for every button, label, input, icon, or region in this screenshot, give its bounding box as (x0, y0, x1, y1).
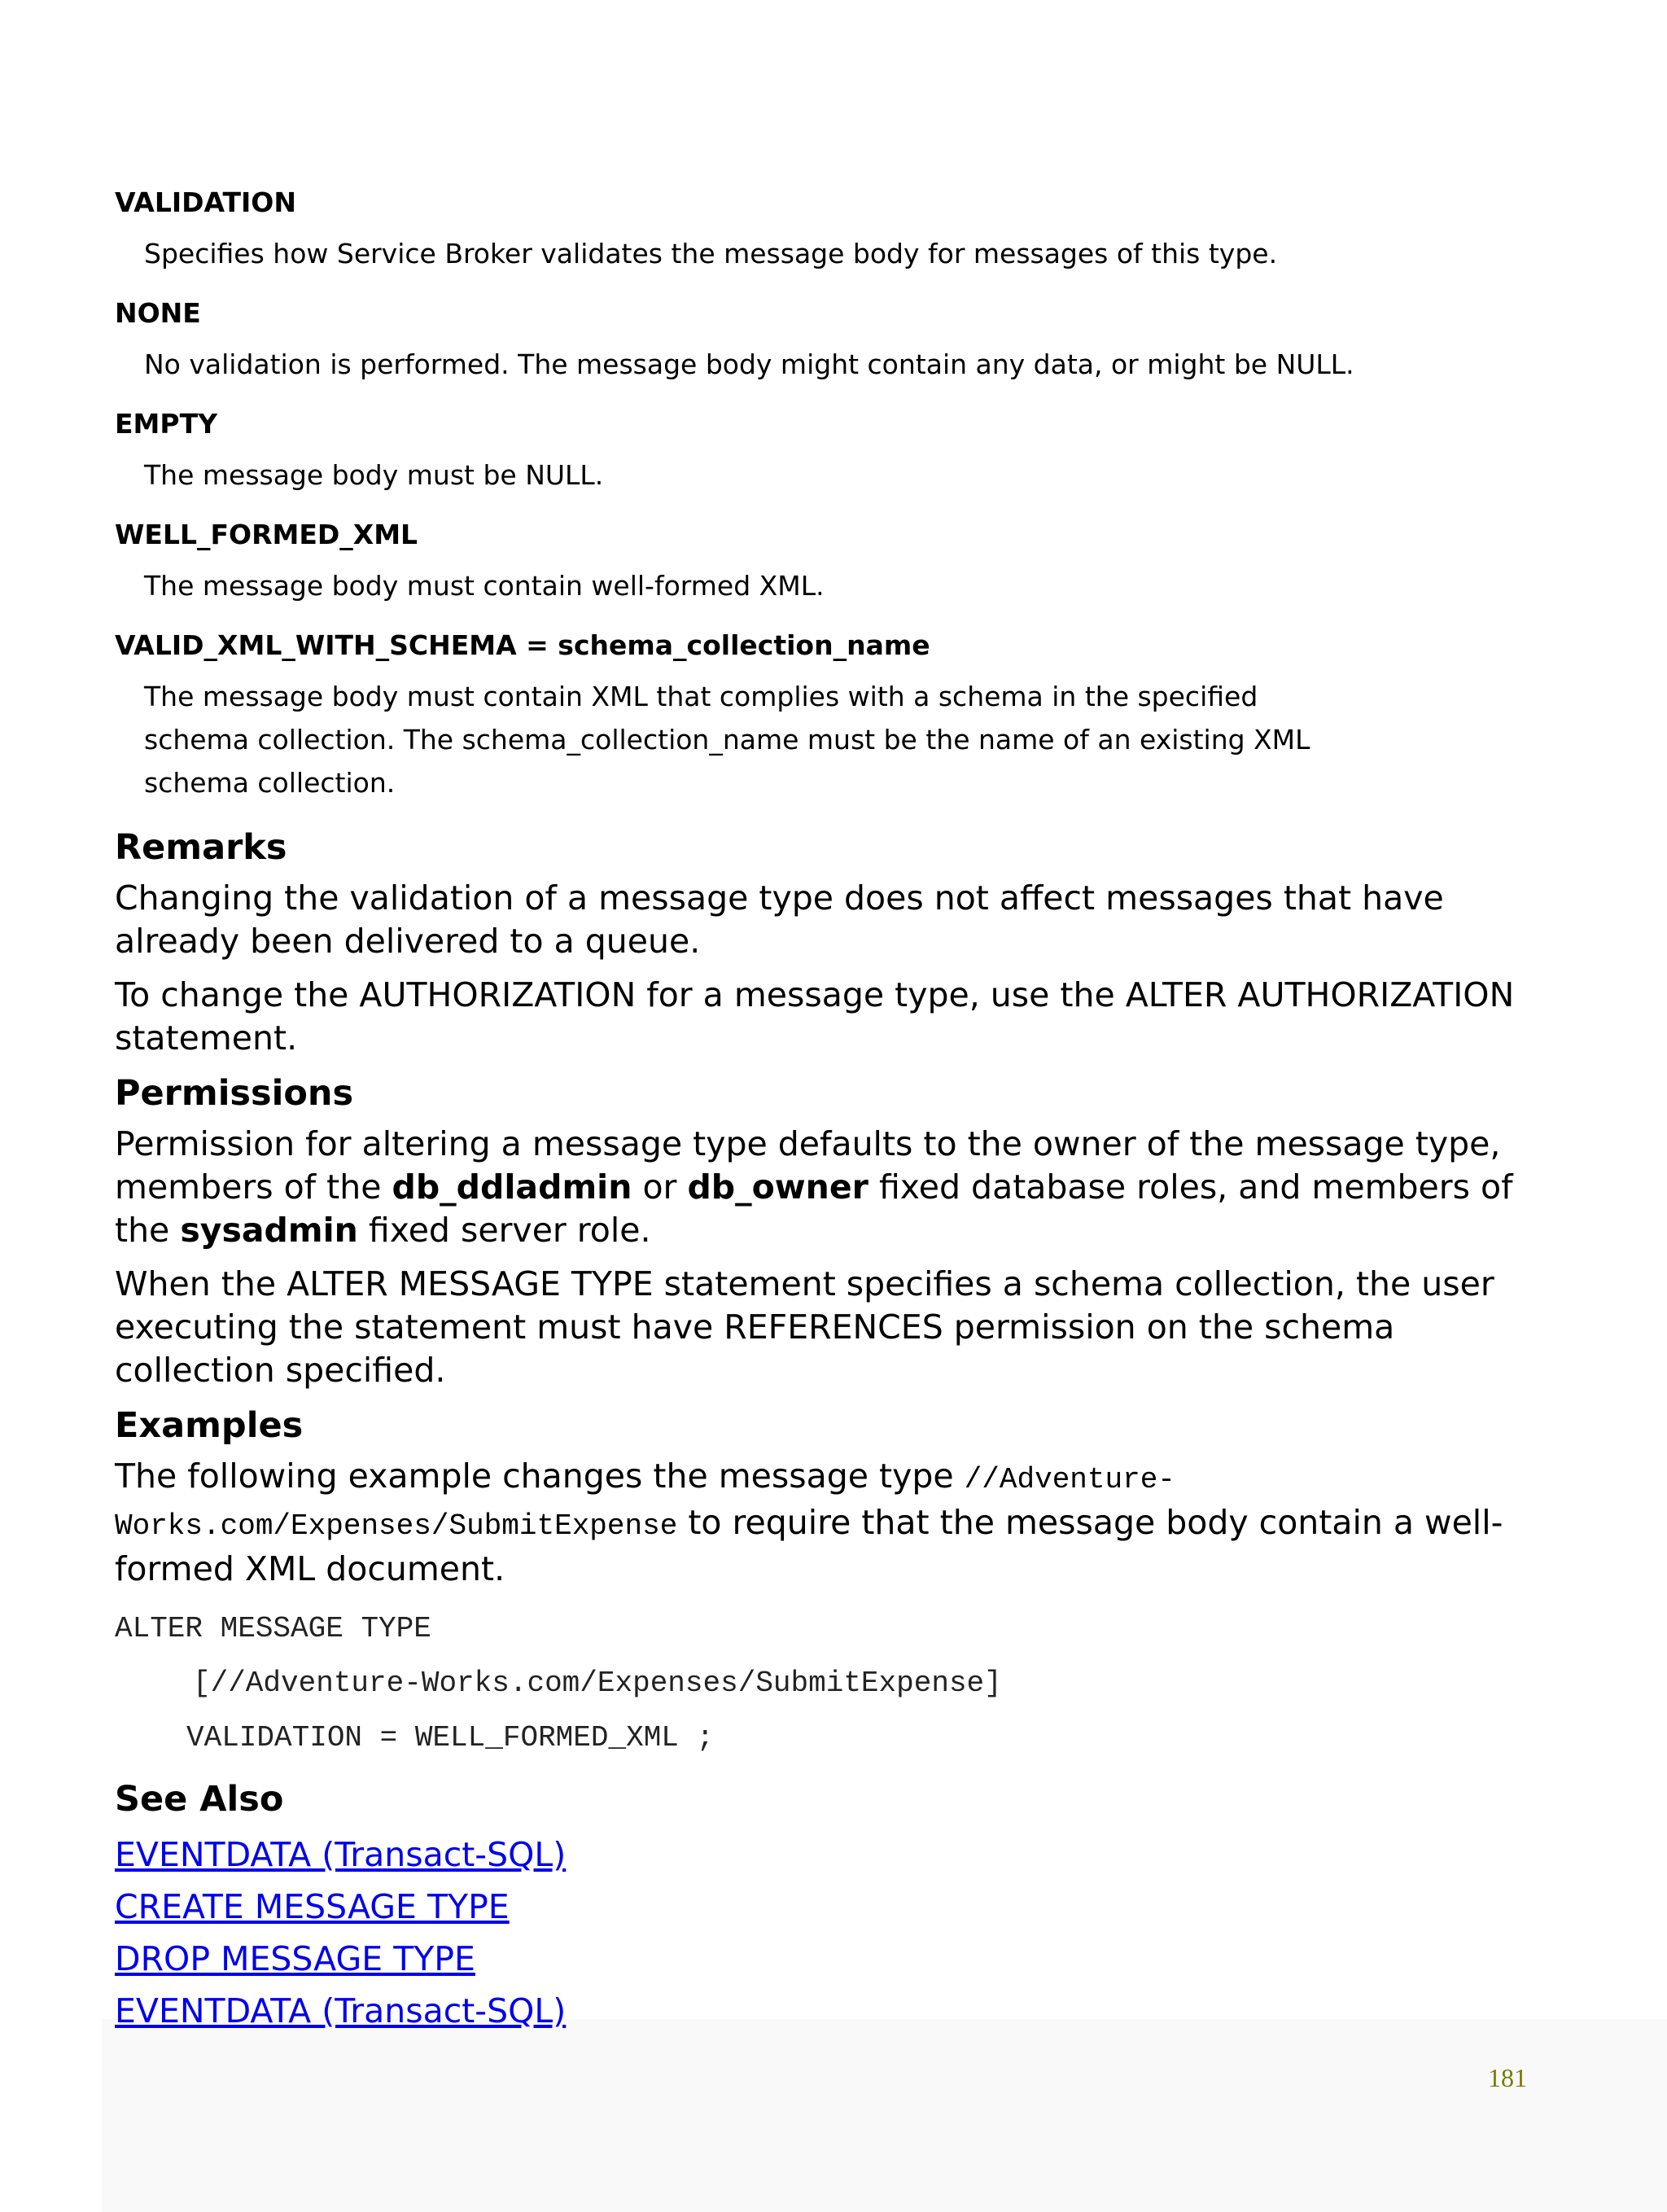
page-number: 181 (1488, 2063, 1527, 2092)
permissions-text: or (632, 1167, 688, 1207)
remarks-heading: Remarks (115, 827, 287, 868)
inline-code: //Adventure-Works.com/Expenses/SubmitExpense (115, 1463, 1175, 1543)
option-empty (115, 406, 1564, 497)
permissions-text: fixed server role. (357, 1211, 651, 1250)
option-description: Specifies how Service Broker validates the message body for messages of this type. (144, 238, 1278, 269)
see-also-links (115, 1829, 1564, 2037)
permissions-text: Permission for altering a message type defaults to the owner of the message type, members of the (115, 1124, 1501, 1207)
permissions-text: fixed database roles, and members of the (115, 1167, 1513, 1250)
link-create-message-type[interactable]: CREATE MESSAGE TYPE (115, 1887, 510, 1926)
option-term: VALID_XML_WITH_SCHEMA = schema_collection_name (115, 629, 930, 661)
option-valid-xml-with-schema (115, 628, 1564, 804)
examples-heading: Examples (115, 1405, 304, 1446)
code-line: [//Adventure-Works.com/Expenses/SubmitExpense] (193, 1667, 1002, 1700)
role-db-ddladmin: db_ddladmin (392, 1167, 632, 1207)
code-block (115, 1601, 1564, 1765)
option-description: The message body must contain XML that complies with a schema in the specified schema collection. The schema_collection_name must be the name of an existing XML schema collection. (144, 681, 1310, 799)
examples-intro-text: The following example changes the message type (115, 1456, 965, 1496)
link-drop-message-type[interactable]: DROP MESSAGE TYPE (115, 1939, 475, 1978)
examples-section (115, 1403, 1564, 1765)
option-description: The message body must be NULL. (144, 459, 604, 491)
remarks-paragraph: Changing the validation of a message type does not affect messages that have already been delivered to a queue. (115, 878, 1444, 961)
permissions-section (115, 1071, 1564, 1392)
code-line: VALIDATION = WELL_FORMED_XML ; (186, 1721, 715, 1754)
code-line: ALTER MESSAGE TYPE (115, 1612, 431, 1645)
see-also-section (115, 1776, 1564, 2037)
option-term: WELL_FORMED_XML (115, 519, 418, 550)
remarks-paragraph: To change the AUTHORIZATION for a message type, use the ALTER AUTHORIZATION statement. (115, 975, 1515, 1058)
see-also-heading: See Also (115, 1779, 284, 1820)
permissions-paragraph: When the ALTER MESSAGE TYPE statement specifies a schema collection, the user executing the statement must have REFERENCES permission on the schema collection specified. (115, 1264, 1494, 1390)
option-list (115, 185, 1564, 804)
link-eventdata[interactable]: EVENTDATA (Transact-SQL) (115, 1991, 567, 2030)
option-none (115, 296, 1564, 386)
option-term: VALIDATION (115, 186, 296, 218)
role-sysadmin: sysadmin (180, 1211, 358, 1250)
option-term: NONE (115, 297, 201, 329)
option-description: No validation is performed. The message body might contain any data, or might be NULL. (144, 348, 1354, 380)
remarks-section (115, 825, 1564, 1060)
document-body (115, 185, 1564, 2037)
permissions-paragraph (115, 1123, 1564, 1252)
option-description: The message body must contain well-formed XML. (144, 570, 825, 602)
link-eventdata[interactable]: EVENTDATA (Transact-SQL) (115, 1835, 567, 1874)
permissions-heading: Permissions (115, 1073, 354, 1114)
option-term: EMPTY (115, 408, 217, 440)
option-well-formed-xml (115, 517, 1564, 607)
option-validation (115, 185, 1564, 275)
role-db-owner: db_owner (687, 1167, 869, 1207)
examples-intro-text: to require that the message body contain a well-formed XML document. (115, 1503, 1503, 1588)
page-bottom-shade (102, 2019, 1667, 2212)
examples-intro (115, 1455, 1564, 1591)
